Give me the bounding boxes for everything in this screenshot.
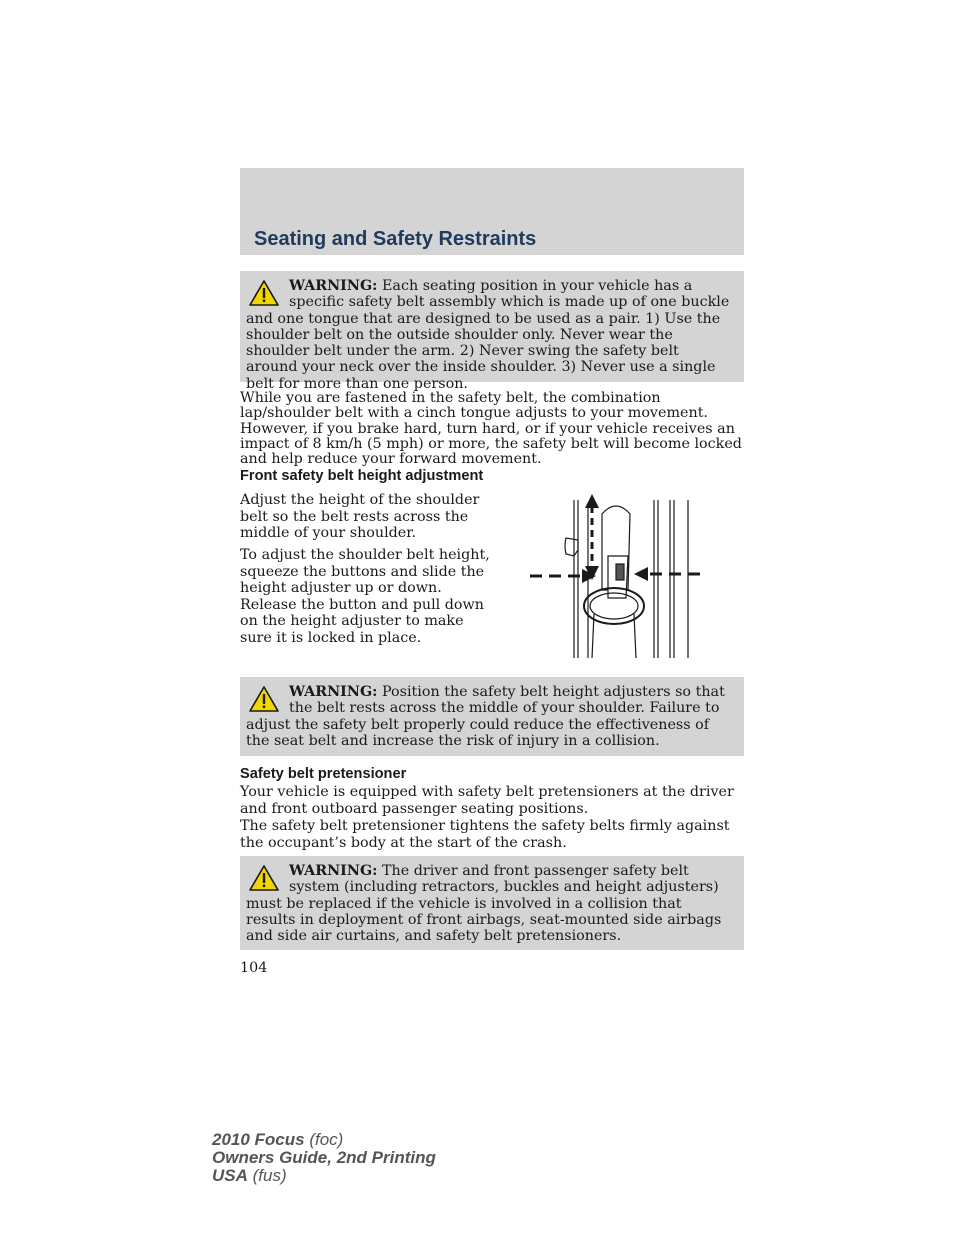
pretensioner-paragraph-2: The safety belt pretensioner tightens the safety belts firmly against the occupant’s body at the start of the crash. — [240, 818, 730, 851]
footer-model-code: (foc) — [309, 1130, 344, 1149]
footer-market: USA — [212, 1166, 248, 1185]
warning-label: WARNING: — [289, 278, 378, 294]
warning-box — [240, 856, 744, 950]
footer-edition: Owners Guide, 2nd Printing — [212, 1148, 436, 1167]
warning-triangle-icon — [248, 864, 280, 892]
section-title: Seating and Safety Restraints — [254, 228, 537, 250]
footer-model: 2010 Focus — [212, 1130, 305, 1149]
warning-box — [240, 677, 744, 756]
pretensioner-paragraph-1: Your vehicle is equipped with safety belt pretensioners at the driver and front outboard passenger seating positions. — [240, 784, 734, 817]
warning-label: WARNING: — [289, 863, 378, 879]
height-paragraph-1: Adjust the height of the shoulder belt so the belt rests across the middle of your shoulder. — [240, 492, 480, 541]
section-header-band — [240, 168, 744, 255]
belt-height-adjuster-illustration — [528, 494, 702, 660]
warning-triangle-icon — [248, 279, 280, 307]
footer-market-code: (fus) — [252, 1166, 287, 1185]
intro-paragraph: While you are fastened in the safety belt, the combination lap/shoulder belt with a cinch tongue adjusts to your movement. However, if you brake hard, turn hard, or if your vehicle receives an impact of 8 km/h (5 mph) or more, the safety belt will become locked and help reduce your forward movement. — [240, 390, 742, 468]
warning-triangle-icon — [248, 685, 280, 713]
warning-label: WARNING: — [289, 684, 378, 700]
warning-text: Position the safety belt height adjusters so that the belt rests across the middle of your shoulder. Failure to adjust the safety belt properly could reduce the effectiveness of the seat belt and increase the risk of injury in a collision. — [246, 684, 725, 749]
heading-pretensioner: Safety belt pretensioner — [240, 766, 407, 782]
warning-text: The driver and front passenger safety belt system (including retractors, buckles and height adjusters) must be replaced if the vehicle is involved in a collision that results in deployment of front airbags, seat-mounted side airbags and side air curtains, and safety belt pretensioners. — [246, 863, 722, 945]
heading-height-adjustment: Front safety belt height adjustment — [240, 468, 484, 484]
warning-box — [240, 271, 744, 392]
page-number: 104 — [240, 960, 268, 976]
document-footer — [212, 1131, 436, 1185]
warning-text: Each seating position in your vehicle has a specific safety belt assembly which is made up of one buckle and one tongue that are designed to be used as a pair. 1) Use the shoulder belt on the outside shoulder only. Never wear the shoulder belt under the arm. 2) Never swing the safety belt around your neck over the inside shoulder. 3) Never use a single belt for more than one person. — [246, 278, 730, 392]
height-paragraph-2: To adjust the shoulder belt height, squeeze the buttons and slide the height adjuster up or down. Release the button and pull down on the height adjuster to make sure it is locked in place. — [240, 547, 490, 646]
